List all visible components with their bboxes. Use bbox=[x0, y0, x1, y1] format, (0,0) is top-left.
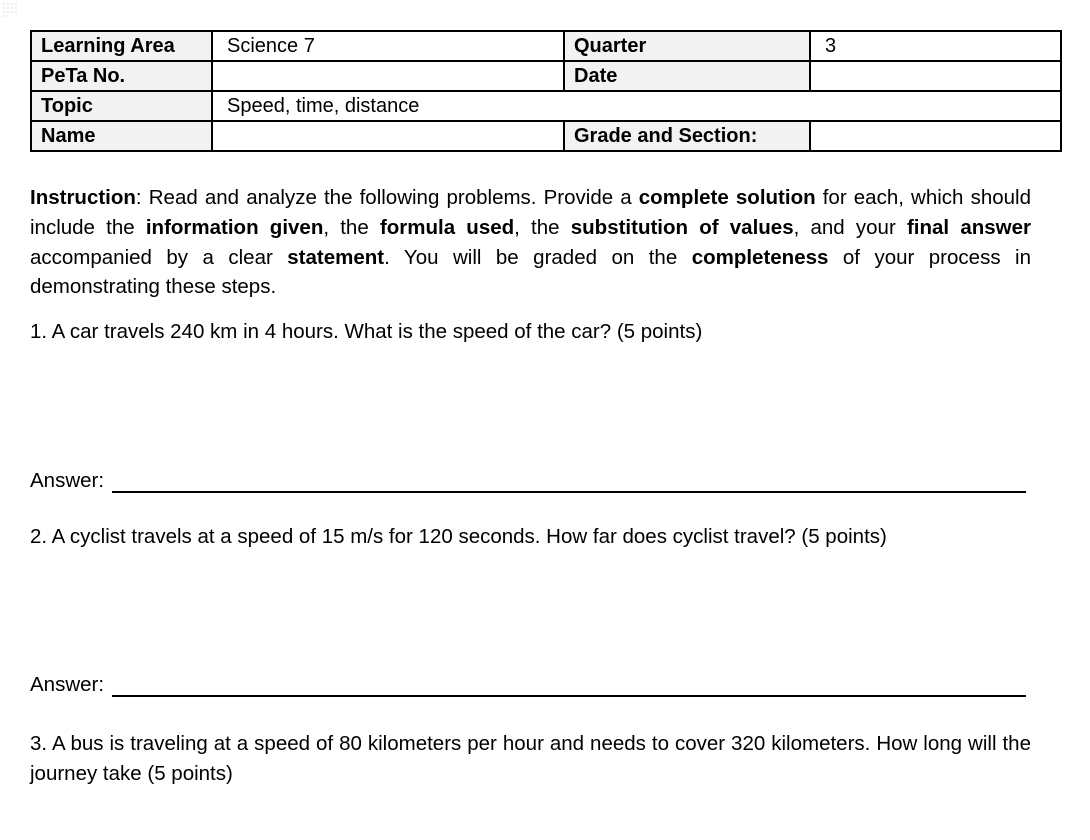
answer-label-2: Answer: bbox=[30, 673, 105, 696]
learning-area-label: Learning Area bbox=[31, 31, 212, 61]
learning-area-value: Science 7 bbox=[212, 31, 564, 61]
topic-label: Topic bbox=[31, 91, 212, 121]
grade-section-value-field[interactable] bbox=[810, 121, 1061, 151]
answer-line-2 bbox=[30, 670, 1026, 700]
table-row bbox=[31, 91, 1061, 121]
peta-no-label: PeTa No. bbox=[31, 61, 212, 91]
question-1: 1. A car travels 240 km in 4 hours. What is the speed of the car? (5 points) bbox=[30, 320, 703, 343]
question-2: 2. A cyclist travels at a speed of 15 m/s for 120 seconds. How far does cyclist travel? (5 points) bbox=[30, 525, 887, 548]
header-table bbox=[30, 30, 1062, 152]
answer-line-1 bbox=[30, 466, 1026, 496]
answer-blank-1[interactable] bbox=[112, 466, 1026, 493]
topic-value: Speed, time, distance bbox=[212, 91, 1061, 121]
grade-section-label: Grade and Section: bbox=[564, 121, 810, 151]
answer-label-1: Answer: bbox=[30, 469, 105, 492]
quarter-value: 3 bbox=[810, 31, 1061, 61]
table-row bbox=[31, 121, 1061, 151]
name-label: Name bbox=[31, 121, 212, 151]
table-row bbox=[31, 31, 1061, 61]
corner-dots-decoration bbox=[2, 2, 20, 18]
quarter-label: Quarter bbox=[564, 31, 810, 61]
table-row bbox=[31, 61, 1061, 91]
peta-no-value-field[interactable] bbox=[212, 61, 564, 91]
question-3: 3. A bus is traveling at a speed of 80 kilometers per hour and needs to cover 320 kilometers. How long will the journey take (5 points) bbox=[30, 732, 1031, 785]
instruction-paragraph: Instruction: Read and analyze the following problems. Provide a complete solution for each, which should include the information given, the formula used, the substitution of values, and your final answer accompanied by a clear statement. You will be graded on the completeness of your process in demonstrating these steps. bbox=[30, 186, 1031, 299]
name-value-field[interactable] bbox=[212, 121, 564, 151]
date-label: Date bbox=[564, 61, 810, 91]
date-value-field[interactable] bbox=[810, 61, 1061, 91]
answer-blank-2[interactable] bbox=[112, 670, 1026, 697]
